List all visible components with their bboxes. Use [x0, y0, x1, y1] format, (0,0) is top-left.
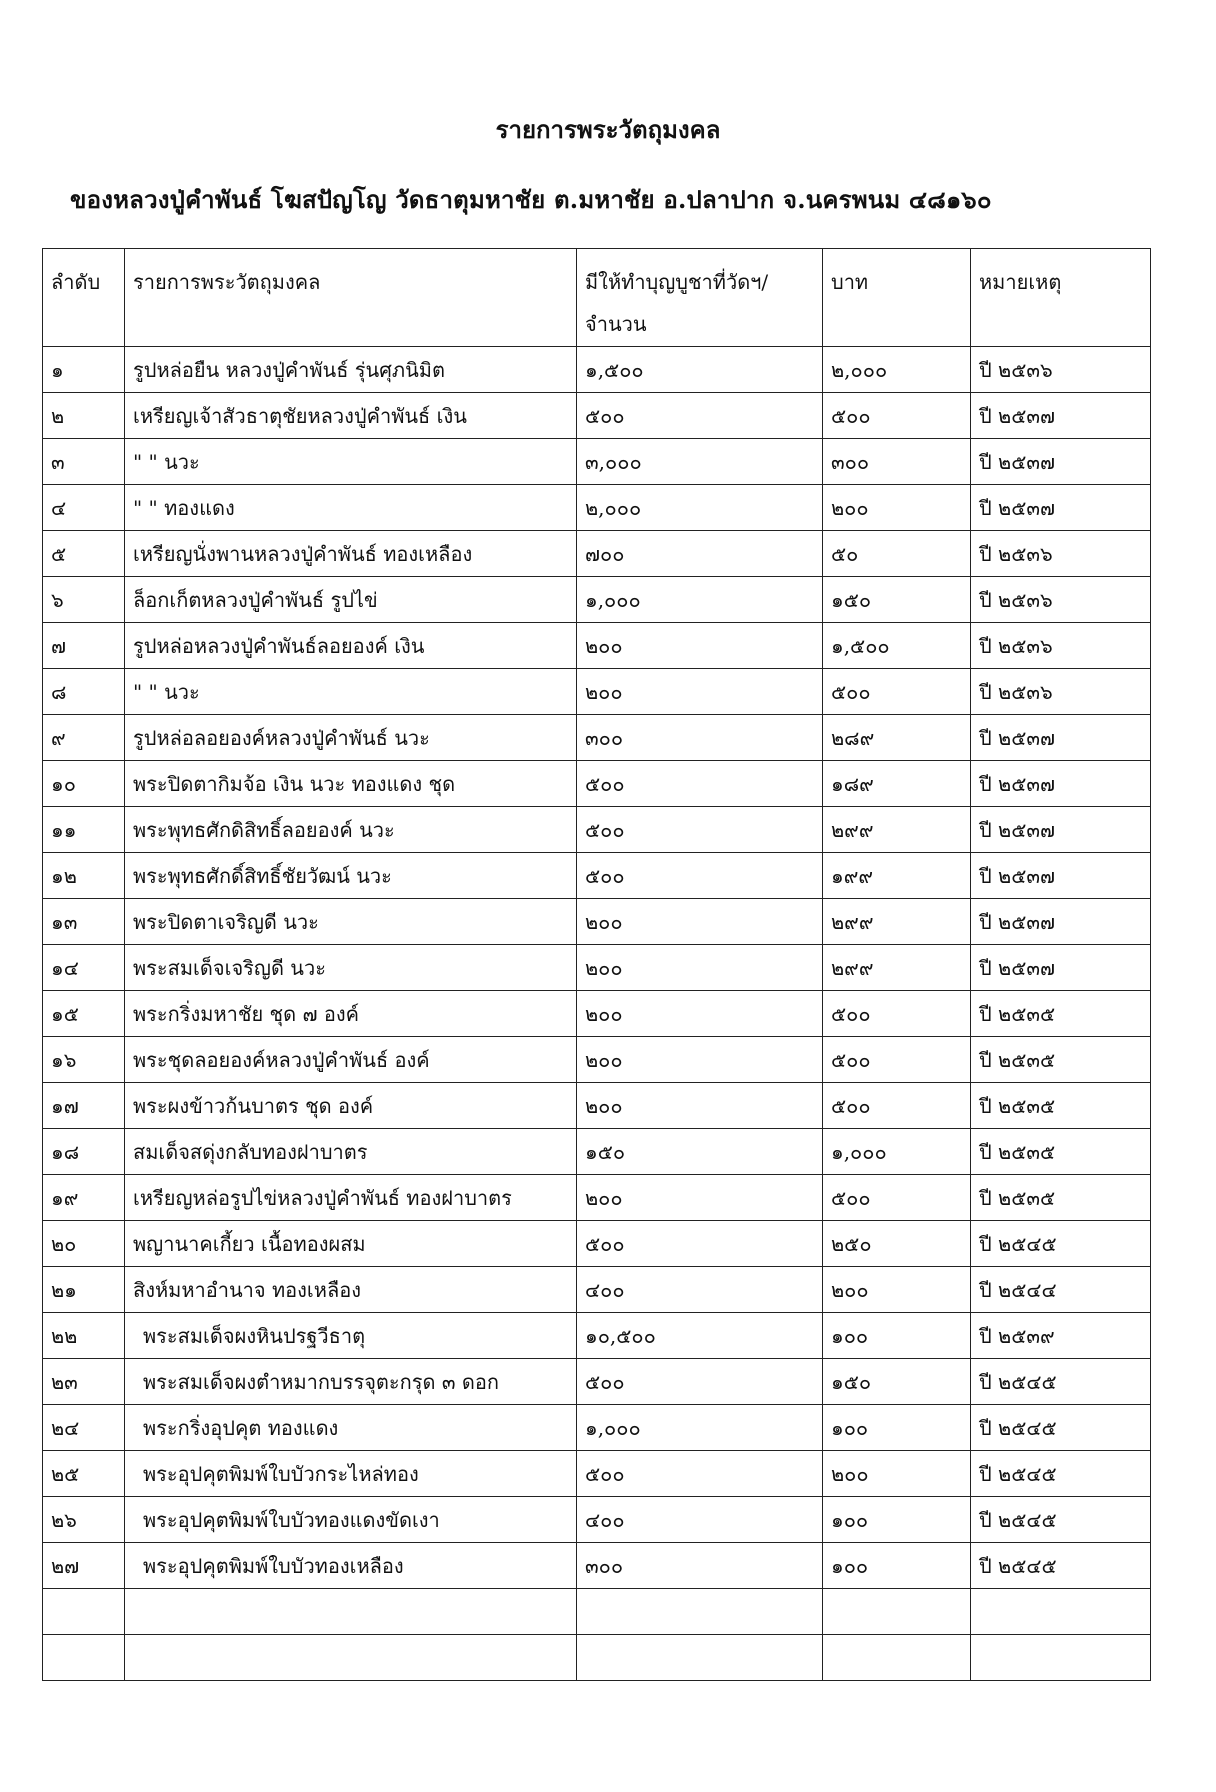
quantity: ๑,๕๐๐	[577, 347, 823, 393]
table-row	[43, 853, 1151, 899]
row-number: ๒๒	[43, 1313, 125, 1359]
quantity: ๒๐๐	[577, 669, 823, 715]
row-number: ๑๗	[43, 1083, 125, 1129]
row-number: ๒๐	[43, 1221, 125, 1267]
note-year: ปี ๒๕๓๗	[971, 715, 1151, 761]
quantity: ๓๐๐	[577, 715, 823, 761]
price-baht: ๑๕๐	[823, 577, 971, 623]
item-name: สมเด็จสดุ่งกลับทองฝาบาตร	[125, 1129, 577, 1175]
note-year: ปี ๒๕๓๗	[971, 899, 1151, 945]
col-header-qty-line2: จำนวน	[585, 312, 647, 336]
item-name: พระอุปคุตพิมพ์ใบบัวกระไหล่ทอง	[125, 1451, 577, 1497]
table-row	[43, 1037, 1151, 1083]
empty-cell	[125, 1635, 577, 1681]
table-row	[43, 1543, 1151, 1589]
table-row	[43, 991, 1151, 1037]
note-year: ปี ๒๕๔๕	[971, 1497, 1151, 1543]
amulet-table	[42, 248, 1151, 1681]
price-baht: ๕๐๐	[823, 991, 971, 1037]
col-header-price: บาท	[823, 249, 971, 347]
item-name: เหรียญเจ้าสัวธาตุชัยหลวงปู่คำพันธ์ เงิน	[125, 393, 577, 439]
price-baht: ๒๙๙	[823, 899, 971, 945]
table-row	[43, 945, 1151, 991]
item-name: พระสมเด็จผงหินปรฐวีธาตุ	[125, 1313, 577, 1359]
empty-cell	[971, 1589, 1151, 1635]
empty-cell	[577, 1635, 823, 1681]
note-year: ปี ๒๕๔๕	[971, 1543, 1151, 1589]
note-year: ปี ๒๕๓๕	[971, 1037, 1151, 1083]
item-name: ล็อกเก็ตหลวงปู่คำพันธ์ รูปไข่	[125, 577, 577, 623]
row-number: ๘	[43, 669, 125, 715]
note-year: ปี ๒๕๔๕	[971, 1221, 1151, 1267]
note-year: ปี ๒๕๓๙	[971, 1313, 1151, 1359]
empty-cell	[577, 1589, 823, 1635]
row-number: ๑๕	[43, 991, 125, 1037]
row-number: ๙	[43, 715, 125, 761]
item-name: เหรียญนั่งพานหลวงปู่คำพันธ์ ทองเหลือง	[125, 531, 577, 577]
note-year: ปี ๒๕๔๔	[971, 1267, 1151, 1313]
quantity: ๕๐๐	[577, 393, 823, 439]
quantity: ๕๐๐	[577, 761, 823, 807]
price-baht: ๕๐๐	[823, 669, 971, 715]
item-name: พระอุปคุตพิมพ์ใบบัวทองแดงขัดเงา	[125, 1497, 577, 1543]
row-number: ๑๔	[43, 945, 125, 991]
table-row	[43, 485, 1151, 531]
note-year: ปี ๒๕๓๖	[971, 347, 1151, 393]
note-year: ปี ๒๕๓๗	[971, 761, 1151, 807]
table-row	[43, 1359, 1151, 1405]
price-baht: ๕๐๐	[823, 1083, 971, 1129]
row-number: ๕	[43, 531, 125, 577]
table-row	[43, 531, 1151, 577]
note-year: ปี ๒๕๓๗	[971, 807, 1151, 853]
item-name: " " นวะ	[125, 669, 577, 715]
quantity: ๒๐๐	[577, 623, 823, 669]
note-year: ปี ๒๕๓๗	[971, 485, 1151, 531]
row-number: ๗	[43, 623, 125, 669]
quantity: ๕๐๐	[577, 1451, 823, 1497]
table-row	[43, 1497, 1151, 1543]
row-number: ๓	[43, 439, 125, 485]
table-row	[43, 715, 1151, 761]
note-year: ปี ๒๕๓๕	[971, 1175, 1151, 1221]
item-name: พญานาคเกี้ยว เนื้อทองผสม	[125, 1221, 577, 1267]
empty-cell	[43, 1635, 125, 1681]
row-number: ๑๑	[43, 807, 125, 853]
item-name: พระชุดลอยองค์หลวงปู่คำพันธ์ องค์	[125, 1037, 577, 1083]
item-name: พระปิดตาเจริญดี นวะ	[125, 899, 577, 945]
table-row	[43, 1083, 1151, 1129]
quantity: ๕๐๐	[577, 1221, 823, 1267]
price-baht: ๑๘๙	[823, 761, 971, 807]
price-baht: ๑๙๙	[823, 853, 971, 899]
item-name: สิงห์มหาอำนาจ ทองเหลือง	[125, 1267, 577, 1313]
note-year: ปี ๒๕๓๖	[971, 577, 1151, 623]
row-number: ๒๓	[43, 1359, 125, 1405]
table-row	[43, 1221, 1151, 1267]
empty-row	[43, 1589, 1151, 1635]
empty-cell	[971, 1635, 1151, 1681]
row-number: ๖	[43, 577, 125, 623]
row-number: ๒๖	[43, 1497, 125, 1543]
note-year: ปี ๒๕๓๖	[971, 531, 1151, 577]
note-year: ปี ๒๕๓๕	[971, 1129, 1151, 1175]
item-name: พระสมเด็จผงตำหมากบรรจุตะกรุด ๓ ดอก	[125, 1359, 577, 1405]
price-baht: ๑๐๐	[823, 1313, 971, 1359]
row-number: ๒๗	[43, 1543, 125, 1589]
price-baht: ๒๘๙	[823, 715, 971, 761]
col-header-qty	[577, 249, 823, 347]
quantity: ๒,๐๐๐	[577, 485, 823, 531]
col-header-note: หมายเหตุ	[971, 249, 1151, 347]
price-baht: ๒๐๐	[823, 1451, 971, 1497]
table-row	[43, 1451, 1151, 1497]
table-row	[43, 1405, 1151, 1451]
table-row	[43, 347, 1151, 393]
empty-cell	[125, 1589, 577, 1635]
item-name: พระสมเด็จเจริญดี นวะ	[125, 945, 577, 991]
price-baht: ๕๐	[823, 531, 971, 577]
note-year: ปี ๒๕๔๕	[971, 1405, 1151, 1451]
empty-cell	[43, 1589, 125, 1635]
table-row	[43, 899, 1151, 945]
price-baht: ๕๐๐	[823, 393, 971, 439]
quantity: ๓,๐๐๐	[577, 439, 823, 485]
price-baht: ๒,๐๐๐	[823, 347, 971, 393]
header-row	[43, 249, 1151, 347]
price-baht: ๒๐๐	[823, 485, 971, 531]
quantity: ๓๐๐	[577, 1543, 823, 1589]
note-year: ปี ๒๕๓๗	[971, 439, 1151, 485]
quantity: ๒๐๐	[577, 1175, 823, 1221]
table-row	[43, 393, 1151, 439]
row-number: ๑๐	[43, 761, 125, 807]
item-name: รูปหล่อลอยองค์หลวงปู่คำพันธ์ นวะ	[125, 715, 577, 761]
table-row	[43, 1267, 1151, 1313]
note-year: ปี ๒๕๓๖	[971, 623, 1151, 669]
quantity: ๑,๐๐๐	[577, 1405, 823, 1451]
quantity: ๑๕๐	[577, 1129, 823, 1175]
empty-cell	[823, 1589, 971, 1635]
price-baht: ๑๕๐	[823, 1359, 971, 1405]
row-number: ๒๕	[43, 1451, 125, 1497]
quantity: ๕๐๐	[577, 807, 823, 853]
table-row	[43, 623, 1151, 669]
empty-cell	[823, 1635, 971, 1681]
quantity: ๗๐๐	[577, 531, 823, 577]
col-header-qty-line1: มีให้ทำบุญบูชาที่วัดฯ/	[585, 270, 769, 294]
note-year: ปี ๒๕๓๕	[971, 991, 1151, 1037]
price-baht: ๒๙๙	[823, 807, 971, 853]
row-number: ๑๖	[43, 1037, 125, 1083]
item-name: พระกริ่งอุปคุต ทองแดง	[125, 1405, 577, 1451]
item-name: รูปหล่อหลวงปู่คำพันธ์ลอยองค์ เงิน	[125, 623, 577, 669]
row-number: ๑๓	[43, 899, 125, 945]
price-baht: ๑๐๐	[823, 1497, 971, 1543]
note-year: ปี ๒๕๓๗	[971, 945, 1151, 991]
quantity: ๒๐๐	[577, 899, 823, 945]
col-header-item: รายการพระวัตถุมงคล	[125, 249, 577, 347]
row-number: ๒๔	[43, 1405, 125, 1451]
price-baht: ๕๐๐	[823, 1175, 971, 1221]
row-number: ๒๑	[43, 1267, 125, 1313]
item-name: พระพุทธศักดิสิทธิ์ลอยองค์ นวะ	[125, 807, 577, 853]
quantity: ๒๐๐	[577, 945, 823, 991]
item-name: " " ทองแดง	[125, 485, 577, 531]
quantity: ๔๐๐	[577, 1497, 823, 1543]
table-row	[43, 1313, 1151, 1359]
price-baht: ๑๐๐	[823, 1543, 971, 1589]
row-number: ๑๘	[43, 1129, 125, 1175]
quantity: ๒๐๐	[577, 1037, 823, 1083]
note-year: ปี ๒๕๓๖	[971, 669, 1151, 715]
price-baht: ๑,๐๐๐	[823, 1129, 971, 1175]
item-name: พระผงข้าวก้นบาตร ชุด องค์	[125, 1083, 577, 1129]
empty-row	[43, 1635, 1151, 1681]
table-row	[43, 1129, 1151, 1175]
price-baht: ๒๙๙	[823, 945, 971, 991]
table-body	[43, 347, 1151, 1681]
note-year: ปี ๒๕๓๕	[971, 1083, 1151, 1129]
document-subtitle: ของหลวงปู่คำพันธ์ โฆสปัญโญ วัดธาตุมหาชัย ต.มหาชัย อ.ปลาปาก จ.นครพนม ๔๘๑๖๐	[70, 185, 992, 214]
quantity: ๕๐๐	[577, 853, 823, 899]
row-number: ๑๒	[43, 853, 125, 899]
table-row	[43, 1175, 1151, 1221]
table-row	[43, 807, 1151, 853]
row-number: ๒	[43, 393, 125, 439]
quantity: ๕๐๐	[577, 1359, 823, 1405]
note-year: ปี ๒๕๔๕	[971, 1359, 1151, 1405]
price-baht: ๑๐๐	[823, 1405, 971, 1451]
table-row	[43, 577, 1151, 623]
item-name: พระอุปคุตพิมพ์ใบบัวทองเหลือง	[125, 1543, 577, 1589]
price-baht: ๒๐๐	[823, 1267, 971, 1313]
item-name: เหรียญหล่อรูปไข่หลวงปู่คำพันธ์ ทองฝาบาตร	[125, 1175, 577, 1221]
col-header-no: ลำดับ	[43, 249, 125, 347]
item-name: พระกริ่งมหาชัย ชุด ๗ องค์	[125, 991, 577, 1037]
quantity: ๑,๐๐๐	[577, 577, 823, 623]
quantity: ๒๐๐	[577, 1083, 823, 1129]
item-name: พระพุทธศักดิ์สิทธิ์ชัยวัฒน์ นวะ	[125, 853, 577, 899]
quantity: ๒๐๐	[577, 991, 823, 1037]
item-name: " " นวะ	[125, 439, 577, 485]
table-row	[43, 439, 1151, 485]
note-year: ปี ๒๕๔๕	[971, 1451, 1151, 1497]
item-name: พระปิดตากิมจ้อ เงิน นวะ ทองแดง ชุด	[125, 761, 577, 807]
document-title: รายการพระวัตถุมงคล	[495, 115, 721, 144]
row-number: ๑๙	[43, 1175, 125, 1221]
row-number: ๔	[43, 485, 125, 531]
table-row	[43, 761, 1151, 807]
note-year: ปี ๒๕๓๗	[971, 853, 1151, 899]
quantity: ๔๐๐	[577, 1267, 823, 1313]
note-year: ปี ๒๕๓๗	[971, 393, 1151, 439]
table-row	[43, 669, 1151, 715]
price-baht: ๕๐๐	[823, 1037, 971, 1083]
item-name: รูปหล่อยืน หลวงปู่คำพันธ์ รุ่นศุภนิมิต	[125, 347, 577, 393]
quantity: ๑๐,๕๐๐	[577, 1313, 823, 1359]
price-baht: ๒๕๐	[823, 1221, 971, 1267]
row-number: ๑	[43, 347, 125, 393]
price-baht: ๓๐๐	[823, 439, 971, 485]
price-baht: ๑,๕๐๐	[823, 623, 971, 669]
